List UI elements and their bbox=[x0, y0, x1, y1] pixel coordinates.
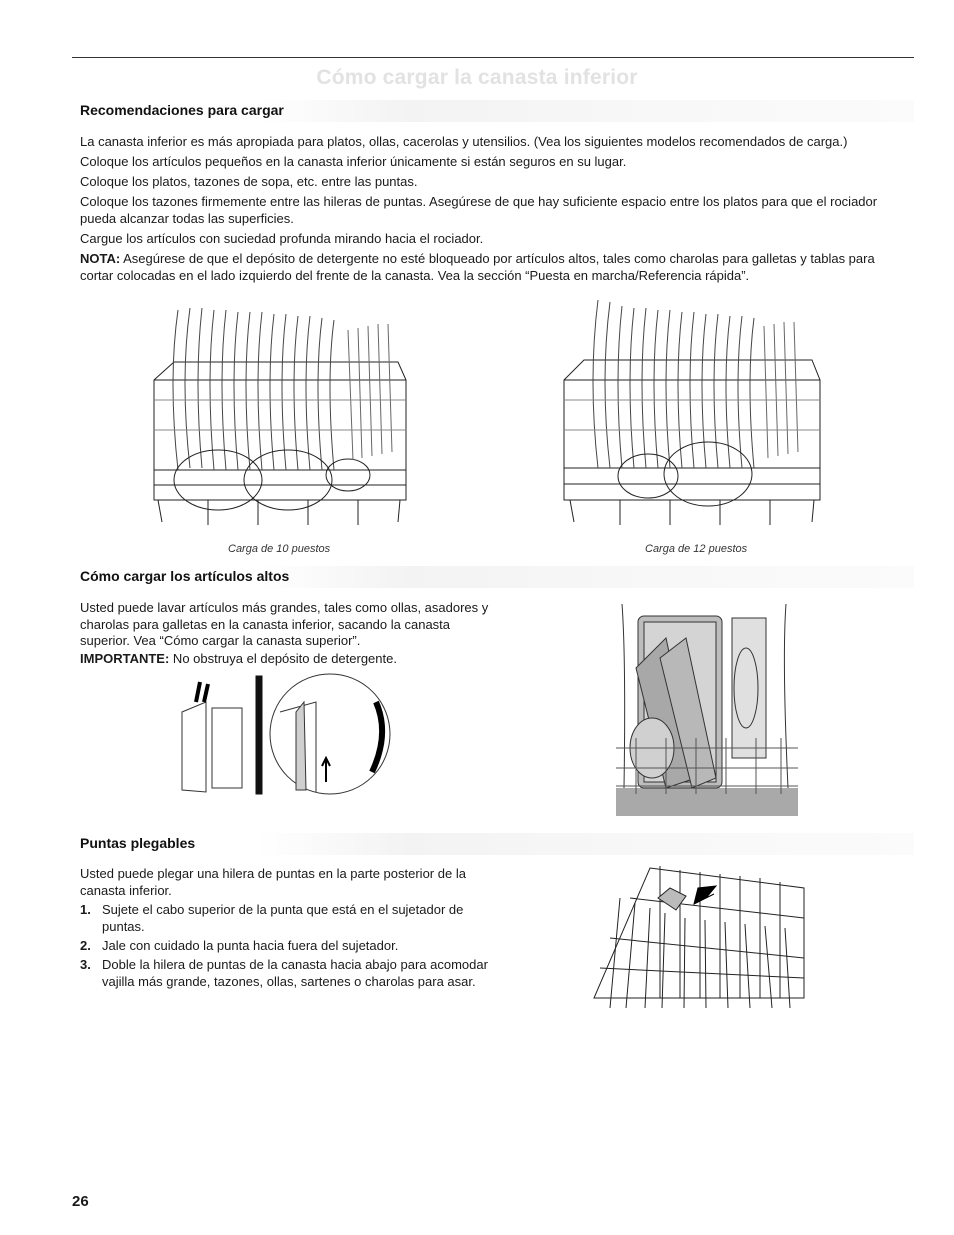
list-text: Jale con cuidado la punta hacia fuera del sujetador. bbox=[102, 938, 399, 953]
importante-text: No obstruya el depósito de detergente. bbox=[169, 651, 397, 666]
page-title: Cómo cargar la canasta inferior bbox=[316, 66, 638, 89]
nota-label: NOTA: bbox=[80, 251, 121, 266]
rack-12-place-illustration bbox=[558, 296, 826, 528]
list-number: 2. bbox=[80, 938, 91, 953]
rack-10-place-illustration bbox=[148, 300, 412, 528]
importante-label: IMPORTANTE: bbox=[80, 651, 170, 666]
list-number: 1. bbox=[80, 902, 91, 917]
paragraph: Cargue los artículos con suciedad profunda mirando hacia el rociador. bbox=[80, 231, 484, 246]
list-text: Sujete el cabo superior de la punta que está en el sujetador de puntas. bbox=[102, 902, 464, 934]
caption-12-place: Carga de 12 puestos bbox=[645, 543, 748, 555]
caption-10-place: Carga de 10 puestos bbox=[228, 543, 331, 555]
section-heading-puntas bbox=[72, 833, 914, 855]
paragraph: Coloque los artículos pequeños en la canasta inferior únicamente si están seguros en su lugar. bbox=[80, 154, 627, 169]
tall-items-illustration bbox=[616, 598, 798, 816]
section-heading-altos bbox=[72, 566, 914, 588]
list-number: 3. bbox=[80, 957, 91, 972]
section-heading-text: Recomendaciones para cargar bbox=[80, 102, 284, 118]
top-rule bbox=[72, 57, 914, 58]
importante-paragraph bbox=[80, 651, 490, 668]
section-heading-text: Cómo cargar los artículos altos bbox=[80, 568, 290, 584]
paragraph: La canasta inferior es más apropiada para platos, ollas, cacerolas y utensilios. (Vea los siguientes modelos recomendados de carga.) bbox=[80, 134, 848, 149]
nota-paragraph bbox=[80, 251, 910, 284]
section-heading-recomendaciones bbox=[72, 100, 914, 122]
paragraph: Coloque los platos, tazones de sopa, etc. entre las puntas. bbox=[80, 174, 418, 189]
page-number: 26 bbox=[72, 1193, 89, 1210]
nota-text: Asegúrese de que el depósito de detergente no esté bloqueado por artículos altos, tales como charolas para galletas y tablas para cortar colocadas en el lado izquierdo del frente de la canasta. Vea la sección “Puesta en marcha/Referencia rápida”. bbox=[80, 251, 875, 283]
paragraph: Usted puede plegar una hilera de puntas en la parte posterior de la canasta inferior. bbox=[80, 866, 466, 898]
folding-tines-illustration bbox=[590, 858, 812, 1018]
paragraph: Coloque los tazones firmemente entre las hileras de puntas. Asegúrese de que hay suficiente espacio entre los platos para que el rociador pueda alcanzar todas las superficies. bbox=[80, 194, 878, 226]
section-heading-text: Puntas plegables bbox=[80, 835, 196, 851]
list-text: Doble la hilera de puntas de la canasta hacia abajo para acomodar vajilla más grande, tazones, ollas, sartenes o charolas para asar. bbox=[102, 957, 488, 989]
detergent-dispenser-illustration bbox=[176, 672, 396, 802]
paragraph: Usted puede lavar artículos más grandes, tales como ollas, asadores y charolas para galletas en la canasta inferior, sacando la canasta superior. Vea “Cómo cargar la canasta superior”. bbox=[80, 600, 489, 648]
